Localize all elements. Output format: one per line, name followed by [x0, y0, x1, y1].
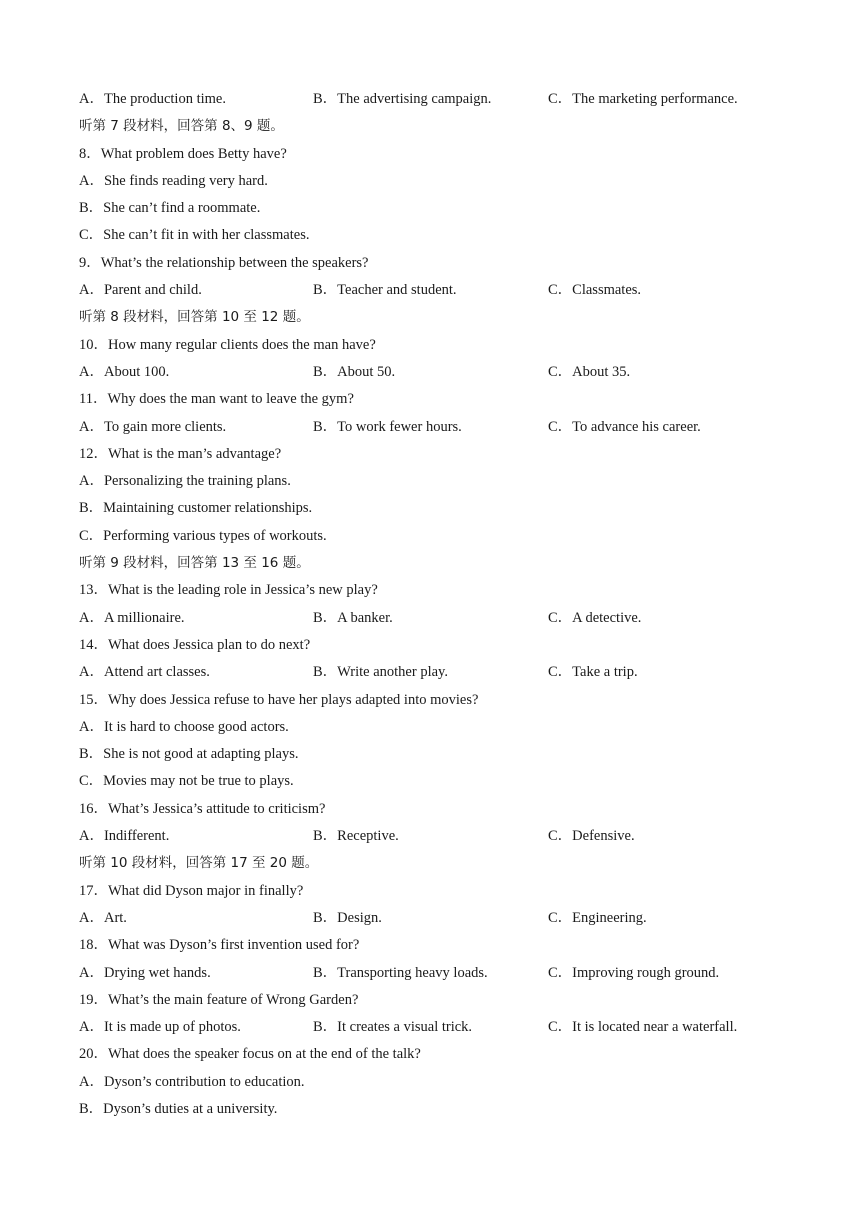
section-instruction: 听第 7 段材料，回答第 8、9 题。: [79, 118, 284, 135]
option-line: A．It is hard to choose good actors.: [79, 718, 289, 735]
option-c: C．Classmates.: [548, 282, 642, 299]
option-a: A．Parent and child.: [79, 282, 202, 299]
question-15: 15．Why does Jessica refuse to have her plays adapted into movies?: [79, 691, 479, 708]
option-line: C．Movies may not be true to plays.: [79, 773, 294, 790]
question-17: 17．What did Dyson major in finally?: [79, 882, 304, 899]
option-a: A．A millionaire.: [79, 609, 185, 626]
option-b: B．Design.: [313, 909, 382, 926]
section-instruction: 听第 8 段材料，回答第 10 至 12 题。: [79, 309, 310, 326]
option-a: A．Indifferent.: [79, 828, 170, 845]
question-11: 11．Why does the man want to leave the gym?: [79, 391, 354, 408]
option-row: [0, 1014, 868, 1041]
option-line: A．She finds reading very hard.: [79, 172, 268, 189]
question-19: 19．What’s the main feature of Wrong Garden?: [79, 991, 359, 1008]
option-c: C．Improving rough ground.: [548, 964, 720, 981]
question-8: 8．What problem does Betty have?: [79, 145, 287, 162]
option-c: C．The marketing performance.: [548, 91, 738, 107]
option-line: B．She can’t find a roommate.: [79, 200, 261, 217]
section-instruction: 听第 9 段材料，回答第 13 至 16 题。: [79, 555, 310, 572]
option-line: B．Maintaining customer relationships.: [79, 500, 313, 517]
question-9: 9．What’s the relationship between the speakers?: [79, 254, 369, 271]
option-c: C．Engineering.: [548, 909, 647, 926]
option-c: C．Take a trip.: [548, 664, 638, 681]
option-row: [0, 960, 868, 987]
question-13: 13．What is the leading role in Jessica’s new play?: [79, 582, 378, 599]
question-14: 14．What does Jessica plan to do next?: [79, 636, 311, 653]
question-10: 10．How many regular clients does the man have?: [79, 336, 376, 353]
section-instruction: 听第 10 段材料，回答第 17 至 20 题。: [79, 855, 319, 872]
option-c: C．A detective.: [548, 609, 642, 626]
option-line: A．Personalizing the training plans.: [79, 473, 291, 490]
option-b: B．Transporting heavy loads.: [313, 964, 488, 981]
option-b: B．The advertising campaign.: [313, 91, 492, 107]
option-a: A．The production time.: [79, 91, 226, 107]
option-line: C．Performing various types of workouts.: [79, 527, 327, 544]
question-20: 20．What does the speaker focus on at the end of the talk?: [79, 1046, 421, 1063]
option-b: B．Teacher and student.: [313, 282, 457, 299]
option-c: C．Defensive.: [548, 828, 635, 845]
option-row: [0, 86, 868, 113]
option-line: C．She can’t fit in with her classmates.: [79, 227, 310, 244]
option-c: C．To advance his career.: [548, 418, 701, 435]
option-b: B．Receptive.: [313, 828, 399, 845]
option-a: A．Attend art classes.: [79, 664, 210, 681]
option-b: B．A banker.: [313, 609, 393, 626]
question-16: 16．What’s Jessica’s attitude to criticism?: [79, 800, 326, 817]
option-a: A．About 100.: [79, 363, 170, 380]
option-row: [0, 605, 868, 632]
option-c: C．About 35.: [548, 363, 631, 380]
option-b: B．It creates a visual trick.: [313, 1019, 473, 1036]
question-12: 12．What is the man’s advantage?: [79, 445, 282, 462]
option-line: B．Dyson’s duties at a university.: [79, 1100, 278, 1117]
option-b: B．About 50.: [313, 363, 396, 380]
option-a: A．Drying wet hands.: [79, 964, 211, 981]
option-b: B．Write another play.: [313, 664, 448, 681]
question-18: 18．What was Dyson’s first invention used for?: [79, 937, 360, 954]
option-row: [0, 905, 868, 932]
option-row: [0, 659, 868, 686]
option-row: [0, 359, 868, 386]
exam-page: [0, 86, 868, 1123]
option-row: [0, 414, 868, 441]
option-b: B．To work fewer hours.: [313, 418, 462, 435]
option-line: A．Dyson’s contribution to education.: [79, 1073, 305, 1090]
option-a: A．Art.: [79, 909, 127, 926]
option-line: B．She is not good at adapting plays.: [79, 746, 299, 763]
option-a: A．It is made up of photos.: [79, 1019, 241, 1036]
option-row: [0, 823, 868, 850]
option-a: A．To gain more clients.: [79, 418, 227, 435]
option-c: C．It is located near a waterfall.: [548, 1019, 738, 1036]
option-row: [0, 277, 868, 304]
